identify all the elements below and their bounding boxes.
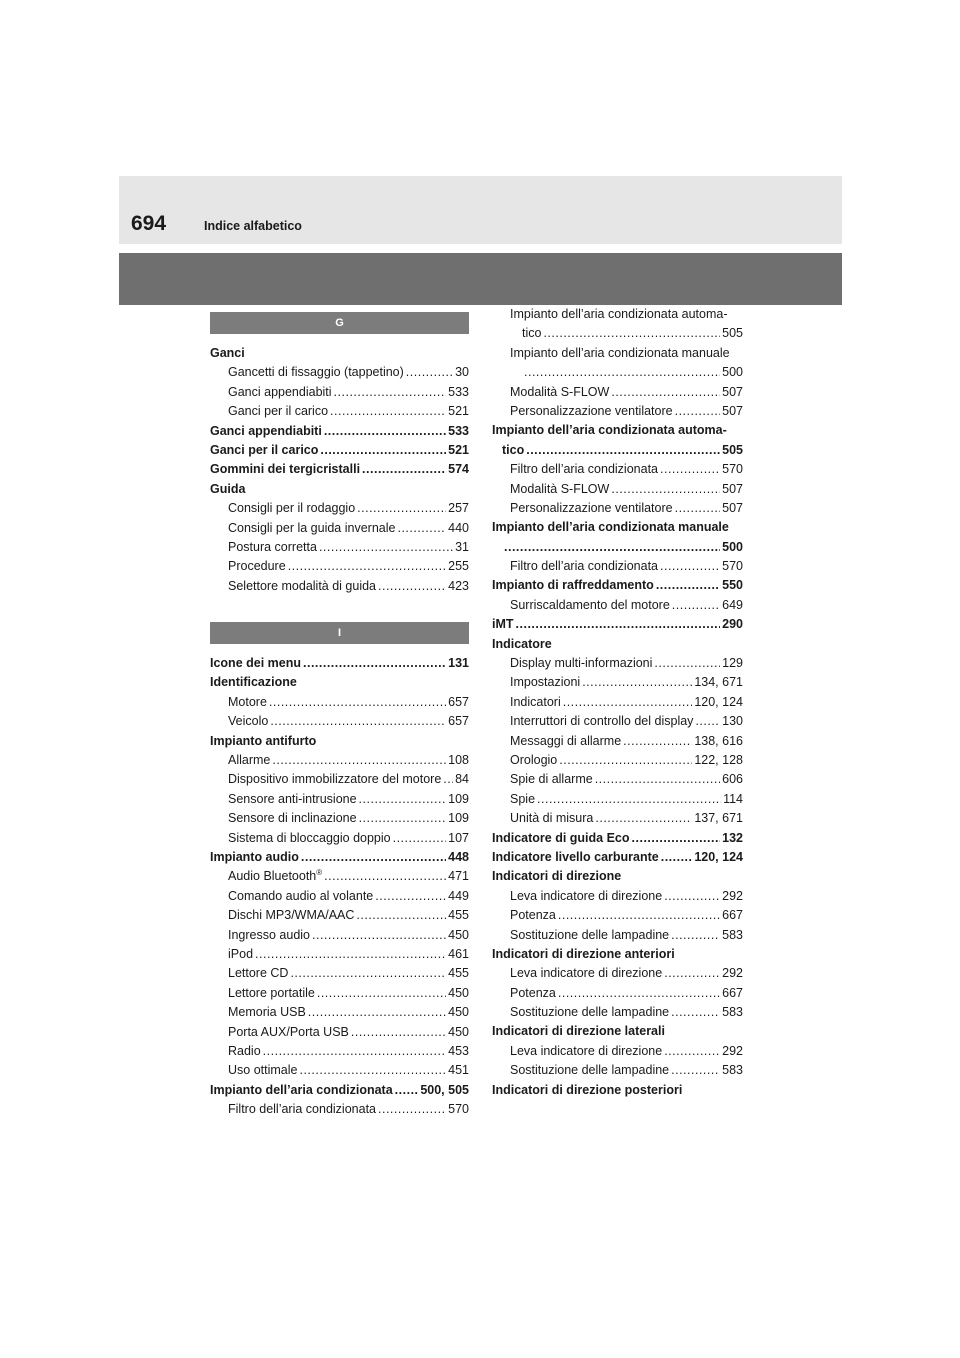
index-entry <box>492 945 743 964</box>
index-entry <box>492 790 743 809</box>
index-entry-page: 451 <box>448 1063 469 1078</box>
index-entry-page: 257 <box>448 501 469 516</box>
index-entry <box>210 867 469 886</box>
index-entry <box>210 829 469 848</box>
index-entry-text: Postura corretta <box>228 539 317 554</box>
index-entry-text: Display multi-informazioni <box>510 656 653 671</box>
index-entry-page: 449 <box>448 888 469 903</box>
index-entry-text: Surriscaldamento del motore <box>510 597 670 612</box>
index-entry <box>492 829 743 848</box>
index-column-left <box>210 312 469 1119</box>
index-entry <box>492 421 743 440</box>
dot-leader <box>664 887 720 906</box>
index-entry-page: 450 <box>448 927 469 942</box>
index-entry-text: Ganci per il carico <box>210 442 319 457</box>
dot-leader <box>290 964 446 983</box>
index-entry-text: Indicatori di direzione posteriori <box>492 1082 683 1097</box>
index-entry-text: Motore <box>228 694 267 709</box>
dot-leader <box>269 693 446 712</box>
index-entry <box>492 363 743 382</box>
dot-leader <box>255 945 446 964</box>
index-entry-text: Veicolo <box>228 714 269 729</box>
index-entry <box>492 1042 743 1061</box>
index-entry-page: 507 <box>722 384 743 399</box>
dot-leader <box>324 422 446 441</box>
index-entry-text: Sensore anti-intrusione <box>228 791 357 806</box>
index-entry-text: Selettore modalità di guida <box>228 578 377 593</box>
index-entry <box>492 1022 743 1041</box>
index-entry <box>210 363 469 382</box>
index-entry <box>210 945 469 964</box>
index-entry-page: 120, 124 <box>694 849 743 864</box>
index-entry <box>210 538 469 557</box>
index-entry-text: Ganci appendiabiti <box>228 384 332 399</box>
dot-leader <box>334 383 447 402</box>
index-entry <box>492 518 743 537</box>
dot-leader <box>362 460 446 479</box>
index-entry <box>210 344 469 363</box>
index-entry-page: 448 <box>448 849 469 864</box>
index-entry <box>492 576 743 595</box>
index-entry <box>492 693 743 712</box>
dot-leader <box>378 577 446 596</box>
index-entry <box>492 460 743 479</box>
index-entry <box>210 751 469 770</box>
index-entry <box>210 1061 469 1080</box>
index-entry <box>210 557 469 576</box>
index-entry <box>210 770 469 789</box>
index-entry-text: iPod <box>228 946 254 961</box>
dot-leader <box>559 751 692 770</box>
index-entry-page: 109 <box>448 791 469 806</box>
dot-leader <box>611 480 720 499</box>
dot-leader <box>357 499 446 518</box>
index-entry <box>210 926 469 945</box>
index-entry-text: Leva indicatore di direzione <box>510 966 663 981</box>
dot-leader <box>516 615 721 634</box>
index-entry-page: 574 <box>448 462 469 477</box>
section-title: Indice alfabetico <box>204 219 302 233</box>
index-entry-page: 570 <box>722 559 743 574</box>
index-entry-page: 667 <box>722 908 743 923</box>
letter-heading: I <box>210 622 469 644</box>
index-entry <box>210 732 469 751</box>
index-entry-page: 570 <box>448 1102 469 1117</box>
index-entry <box>492 596 743 615</box>
index-entry-text: Potenza <box>510 908 556 923</box>
dot-leader <box>672 596 720 615</box>
index-entry-text: Indicatori di direzione <box>492 869 622 884</box>
index-entry-page: 455 <box>448 966 469 981</box>
index-entry-text: Sistema di bloccaggio doppio <box>228 830 391 845</box>
dot-leader <box>263 1042 446 1061</box>
dot-leader <box>654 654 720 673</box>
index-entry <box>210 1100 469 1119</box>
dot-leader <box>582 673 692 692</box>
dot-leader <box>317 984 446 1003</box>
index-entry-text: Indicatore di guida Eco <box>492 830 630 845</box>
index-entry-text: Spie <box>510 791 536 806</box>
index-entry-page: 109 <box>448 811 469 826</box>
index-entry-text: Ganci appendiabiti <box>210 423 322 438</box>
index-entry-text: Dispositivo immobilizzatore del motore <box>228 772 442 787</box>
index-entry-text: Identificazione <box>210 675 297 690</box>
dot-leader <box>312 926 446 945</box>
index-entry-text: Indicatori di direzione laterali <box>492 1024 665 1039</box>
dot-leader <box>330 402 446 421</box>
index-entry-page: 667 <box>722 985 743 1000</box>
dot-leader <box>308 1003 446 1022</box>
index-entry <box>210 460 469 479</box>
dot-leader <box>595 809 692 828</box>
index-entry <box>492 480 743 499</box>
index-entry <box>210 441 469 460</box>
index-entry <box>210 673 469 692</box>
index-entry <box>210 906 469 925</box>
index-entry <box>492 848 743 867</box>
index-entry-page: 453 <box>448 1043 469 1058</box>
index-entry-text: Lettore CD <box>228 966 289 981</box>
index-entry-page: 440 <box>448 520 469 535</box>
index-entry-page: 131 <box>448 656 469 671</box>
index-entry-page: 31 <box>455 539 469 554</box>
index-entry-text: Consigli per la guida invernale <box>228 520 396 535</box>
index-entry-text: Potenza <box>510 985 556 1000</box>
index-entry-page: 450 <box>448 1024 469 1039</box>
index-entry-text: Ganci per il carico <box>228 404 329 419</box>
dot-leader <box>563 693 693 712</box>
dot-leader <box>288 557 446 576</box>
index-entry <box>210 1023 469 1042</box>
index-entry-text: Leva indicatore di direzione <box>510 888 663 903</box>
index-entry <box>492 615 743 634</box>
index-entry-text: Personalizzazione ventilatore <box>510 500 673 515</box>
index-entry-text: Filtro dell’aria condizionata <box>510 462 658 477</box>
dot-leader <box>397 519 446 538</box>
index-entry-text: Modalità S-FLOW <box>510 481 610 496</box>
dot-leader <box>632 829 721 848</box>
index-entry-page: 500, 505 <box>420 1082 469 1097</box>
dot-leader <box>320 441 446 460</box>
index-entry-text: Impianto di raffreddamento <box>492 578 654 593</box>
index-entry <box>492 732 743 751</box>
header-dark-band <box>119 253 842 305</box>
index-entry <box>210 809 469 828</box>
index-entry-page: 129 <box>722 656 743 671</box>
index-entry-text: Impianto audio <box>210 849 299 864</box>
dot-leader <box>319 538 453 557</box>
index-entry-text: Impianto dell’aria condizionata automa- <box>492 423 727 438</box>
index-entry-text: tico <box>502 442 525 457</box>
index-entry <box>492 887 743 906</box>
dot-leader <box>526 441 720 460</box>
index-entry <box>210 383 469 402</box>
dot-leader <box>656 576 720 595</box>
index-entry-page: 583 <box>722 1063 743 1078</box>
index-entry-text: tico <box>522 326 542 341</box>
dot-leader <box>671 926 720 945</box>
index-entry-page: 505 <box>722 326 743 341</box>
index-entry <box>210 654 469 673</box>
dot-leader <box>270 712 446 731</box>
index-entry-page: 114 <box>723 791 743 806</box>
letter-heading: G <box>210 312 469 334</box>
dot-leader <box>675 402 721 421</box>
index-entry <box>210 887 469 906</box>
index-entry-page: 132 <box>722 830 743 845</box>
index-entry-text: Sensore di inclinazione <box>228 811 357 826</box>
dot-leader <box>301 848 446 867</box>
dot-leader <box>406 363 453 382</box>
index-entry-text: Sostituzione delle lampadine <box>510 927 670 942</box>
index-entry <box>492 383 743 402</box>
index-entry-text: Ingresso audio <box>228 927 311 942</box>
index-entry <box>492 654 743 673</box>
index-entry <box>492 344 743 363</box>
index-entry-text: iMT <box>492 617 514 632</box>
index-entry-text: Unità di misura <box>510 811 594 826</box>
index-entry-text: Ganci <box>210 346 245 360</box>
index-entry <box>492 1081 743 1100</box>
index-entry-page: 122, 128 <box>694 752 743 767</box>
index-entry-text: Comando audio al volante <box>228 888 374 903</box>
index-entry <box>210 848 469 867</box>
index-entry-page: 461 <box>448 946 469 961</box>
index-entry-page: 500 <box>722 539 743 554</box>
index-entry-text: Lettore portatile <box>228 985 315 1000</box>
index-entry <box>210 1003 469 1022</box>
index-entry <box>492 712 743 731</box>
dot-leader <box>443 770 453 789</box>
index-entry-page: 292 <box>722 1043 743 1058</box>
index-entry <box>210 964 469 983</box>
index-entry <box>492 673 743 692</box>
index-entry <box>492 809 743 828</box>
index-entry <box>492 770 743 789</box>
dot-leader <box>664 1042 720 1061</box>
index-entry-page: 84 <box>455 772 469 787</box>
index-entry-page: 500 <box>722 365 743 380</box>
index-entry <box>492 751 743 770</box>
index-entry-text: Gommini dei tergicristalli <box>210 462 361 477</box>
index-entry <box>492 867 743 886</box>
dot-leader <box>661 848 693 867</box>
dot-leader <box>660 460 720 479</box>
index-entry-page: 423 <box>448 578 469 593</box>
dot-leader <box>595 770 720 789</box>
index-entry-text: Impianto dell’aria condizionata manuale <box>510 345 730 360</box>
index-entry-text: Sostituzione delle lampadine <box>510 1063 670 1078</box>
index-entry-page: 107 <box>448 830 469 845</box>
index-entry-text: Gancetti di fissaggio (tappetino) <box>228 365 404 380</box>
index-entry <box>492 984 743 1003</box>
dot-leader <box>611 383 720 402</box>
index-entry-text: Impianto dell’aria condizionata <box>210 1082 393 1097</box>
index-entry-page: 30 <box>455 365 469 380</box>
index-entry <box>210 499 469 518</box>
dot-leader <box>623 732 692 751</box>
dot-leader <box>558 906 720 925</box>
index-entry-page: 255 <box>448 559 469 574</box>
index-entry-page: 471 <box>448 869 469 884</box>
index-entry-text: Consigli per il rodaggio <box>228 501 356 516</box>
page-number: 694 <box>131 212 167 235</box>
index-entry-page: 583 <box>722 927 743 942</box>
index-entry-page: 570 <box>722 462 743 477</box>
dot-leader <box>359 809 447 828</box>
index-entry <box>492 324 743 343</box>
index-entry <box>492 557 743 576</box>
index-entry-text: Indicatori <box>510 694 561 709</box>
index-entry-text: Procedure <box>228 559 286 574</box>
index-entry-page: 507 <box>722 500 743 515</box>
index-entry-page: 507 <box>722 403 743 418</box>
index-entry <box>492 402 743 421</box>
index-entry-text: Indicatore livello carburante <box>492 849 659 864</box>
index-entry-page: 521 <box>448 442 469 457</box>
index-entry <box>492 1061 743 1080</box>
index-entry <box>210 422 469 441</box>
dot-leader <box>664 964 720 983</box>
index-entry-page: 507 <box>722 481 743 496</box>
dot-leader <box>537 790 721 809</box>
dot-leader <box>375 887 446 906</box>
dot-leader <box>524 363 720 382</box>
index-entry <box>492 906 743 925</box>
dot-leader <box>543 324 720 343</box>
index-entry-page: 450 <box>448 985 469 1000</box>
dot-leader <box>671 1061 720 1080</box>
index-entry-page: 292 <box>722 888 743 903</box>
index-entry <box>210 790 469 809</box>
index-entry-text: Interruttori di controllo del display <box>510 714 694 729</box>
index-entry-text: Radio <box>228 1043 261 1058</box>
index-entry-text: Orologio <box>510 752 558 767</box>
index-entry <box>492 926 743 945</box>
index-entry-text: Porta AUX/Porta USB <box>228 1024 349 1039</box>
index-entry-text: Impianto dell’aria condizionata automa- <box>510 307 728 321</box>
index-entry <box>492 1003 743 1022</box>
index-entry-page: 137, 671 <box>694 811 743 826</box>
index-entry-text: Impostazioni <box>510 675 581 690</box>
index-entry-text: Indicatore <box>492 636 552 651</box>
header-top-band <box>119 176 842 244</box>
index-entry-text: Uso ottimale <box>228 1063 298 1078</box>
index-entry-page: 130 <box>722 714 743 729</box>
index-entry-page: 455 <box>448 908 469 923</box>
index-entry-text: Impianto antifurto <box>210 733 317 748</box>
index-entry-text: Impianto dell’aria condizionata manuale <box>492 520 729 535</box>
index-entry-page: 120, 124 <box>694 694 743 709</box>
dot-leader <box>378 1100 446 1119</box>
dot-leader <box>393 829 447 848</box>
index-entry-text: Modalità S-FLOW <box>510 384 610 399</box>
index-entry-page: 138, 616 <box>694 733 743 748</box>
dot-leader <box>351 1023 446 1042</box>
index-entry-page: 550 <box>722 578 743 593</box>
index-entry-text: Filtro dell’aria condizionata <box>510 559 658 574</box>
dot-leader <box>675 499 721 518</box>
index-entry <box>492 538 743 557</box>
index-entry <box>210 1081 469 1100</box>
dot-leader <box>324 867 446 886</box>
index-entry-page: 583 <box>722 1005 743 1020</box>
index-entry <box>210 519 469 538</box>
dot-leader <box>359 790 447 809</box>
index-entry-page: 521 <box>448 404 469 419</box>
index-entry-page: 290 <box>722 617 743 632</box>
index-entry-text: Dischi MP3/WMA/AAC <box>228 908 355 923</box>
index-entry-text: Icone dei menu <box>210 656 301 671</box>
index-entry <box>492 635 743 654</box>
index-entry <box>210 984 469 1003</box>
index-entry-page: 606 <box>722 772 743 787</box>
index-entry-text: Allarme <box>228 753 271 768</box>
index-entry-text: Personalizzazione ventilatore <box>510 403 673 418</box>
index-entry-text: Messaggi di allarme <box>510 733 622 748</box>
index-entry-page: 657 <box>448 694 469 709</box>
index-column-right <box>492 305 743 1100</box>
index-entry <box>210 693 469 712</box>
index-entry-page: 505 <box>722 442 743 457</box>
index-entry-page: 657 <box>448 714 469 729</box>
dot-leader <box>303 654 446 673</box>
index-entry-page: 533 <box>448 384 469 399</box>
index-entry-page: 649 <box>722 597 743 612</box>
index-entry <box>210 480 469 499</box>
index-entry-text: Filtro dell’aria condizionata <box>228 1102 376 1117</box>
dot-leader <box>299 1061 446 1080</box>
section-gap <box>210 596 469 622</box>
index-entry-text: Audio Bluetooth® <box>228 868 323 884</box>
dot-leader <box>356 906 446 925</box>
index-entry <box>210 1042 469 1061</box>
index-entry-page: 533 <box>448 423 469 438</box>
index-entry-text: Memoria USB <box>228 1005 306 1020</box>
index-entry-text: Sostituzione delle lampadine <box>510 1005 670 1020</box>
index-entry <box>492 499 743 518</box>
index-entry-text: Spie di allarme <box>510 772 593 787</box>
index-entry-page: 134, 671 <box>694 675 743 690</box>
index-entry-page: 108 <box>448 753 469 768</box>
dot-leader <box>558 984 720 1003</box>
dot-leader <box>395 1081 419 1100</box>
index-entry <box>492 964 743 983</box>
index-entry <box>492 441 743 460</box>
index-entry-text: Leva indicatore di direzione <box>510 1043 663 1058</box>
index-entry <box>210 712 469 731</box>
index-entry <box>210 402 469 421</box>
index-entry-text: Guida <box>210 481 246 496</box>
dot-leader <box>671 1003 720 1022</box>
dot-leader <box>504 538 720 557</box>
dot-leader <box>660 557 720 576</box>
index-entry-text: Indicatori di direzione anteriori <box>492 946 675 961</box>
index-entry-page: 292 <box>722 966 743 981</box>
dot-leader <box>272 751 446 770</box>
index-entry <box>492 305 743 324</box>
index-entry <box>210 577 469 596</box>
dot-leader <box>695 712 720 731</box>
index-entry-page: 450 <box>448 1005 469 1020</box>
